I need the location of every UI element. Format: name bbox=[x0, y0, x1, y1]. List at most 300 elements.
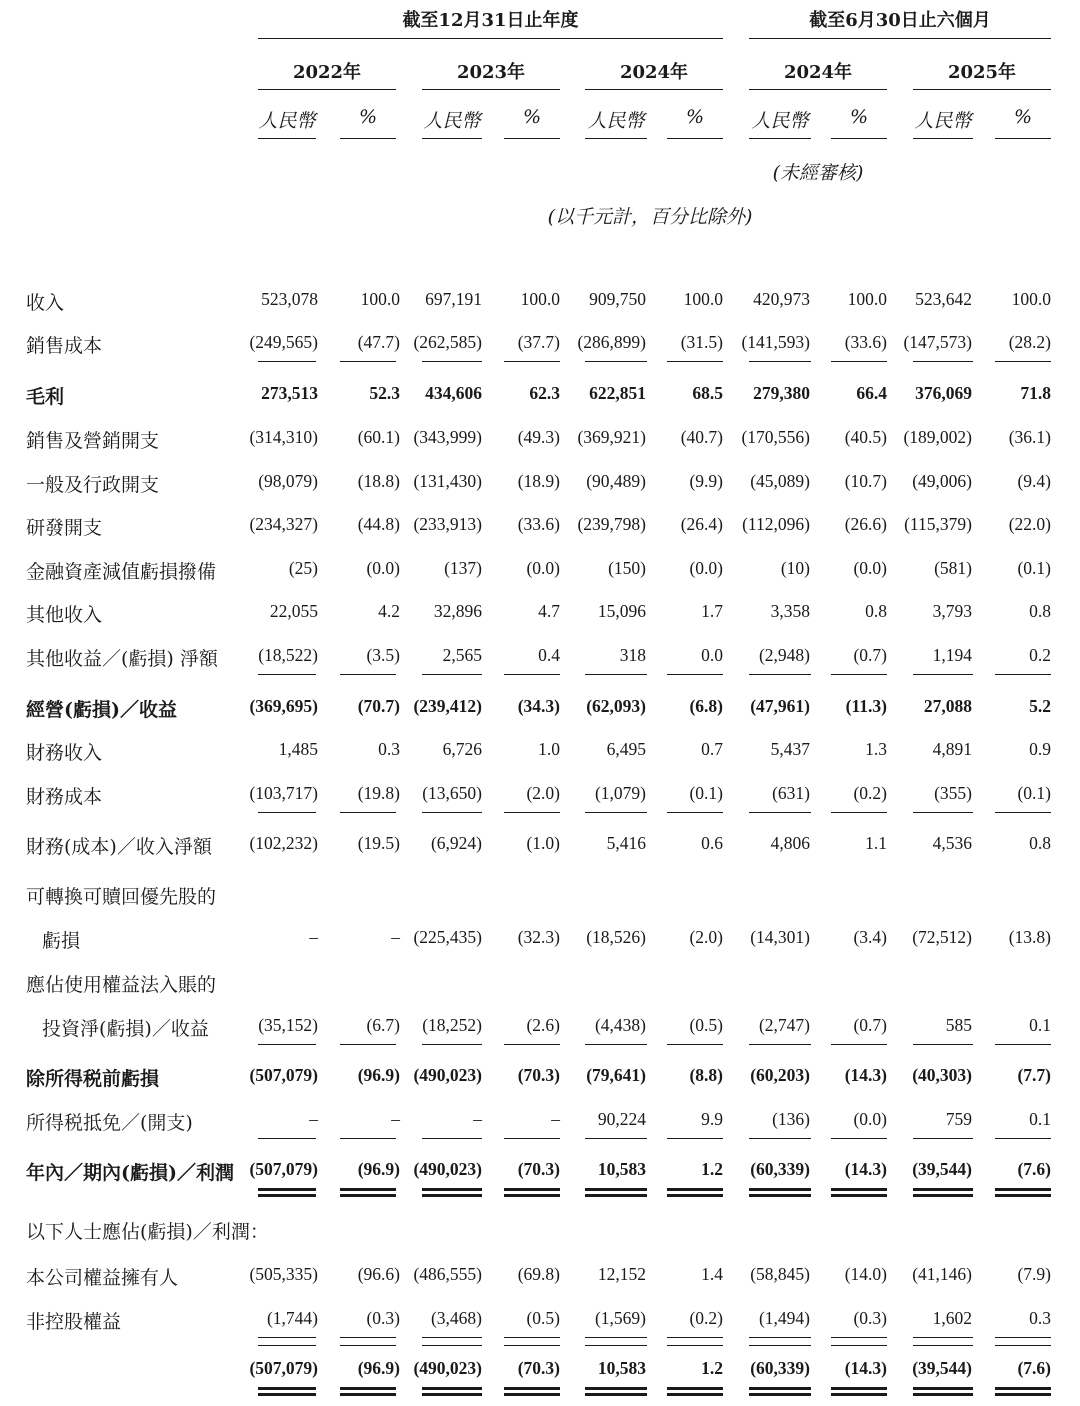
amount-cell: (10) bbox=[780, 558, 810, 578]
pct-cell: – bbox=[391, 1109, 400, 1129]
amount-cell: 3,358 bbox=[770, 601, 810, 621]
total-rule bbox=[831, 812, 887, 813]
pct-cell: 0.3 bbox=[378, 739, 400, 759]
pct-cell: (0.0) bbox=[853, 1109, 887, 1129]
pct-cell: (28.2) bbox=[1008, 332, 1051, 352]
row-label: 銷售及營銷開支 bbox=[26, 430, 160, 452]
row-label: 以下人士應佔(虧損)／利潤： bbox=[26, 1221, 269, 1243]
pct-cell: (0.3) bbox=[853, 1308, 887, 1328]
total-rule bbox=[749, 1044, 811, 1045]
currency-subheader: 人民幣 bbox=[751, 110, 809, 132]
amount-cell: (369,921) bbox=[577, 427, 646, 447]
amount-cell: (234,327) bbox=[249, 514, 318, 534]
double-rule-bottom bbox=[585, 1393, 647, 1396]
pct-cell: 66.4 bbox=[856, 383, 887, 403]
double-rule-top bbox=[831, 1387, 887, 1390]
amount-cell: (189,002) bbox=[903, 427, 972, 447]
row-label: 財務(成本)／收入淨額 bbox=[26, 836, 212, 858]
amount-cell: (262,585) bbox=[413, 332, 482, 352]
double-rule-top bbox=[504, 1188, 560, 1191]
amount-cell: 27,088 bbox=[923, 696, 972, 716]
pct-cell: (96.9) bbox=[357, 1065, 400, 1085]
pct-cell: (34.3) bbox=[517, 696, 560, 716]
pct-cell: (6.8) bbox=[689, 696, 723, 716]
pct-subheader: % bbox=[358, 106, 378, 128]
row-label: 金融資產減值虧損撥備 bbox=[26, 561, 217, 583]
total-rule bbox=[585, 1138, 647, 1139]
amount-cell: (4,438) bbox=[594, 1015, 646, 1035]
amount-cell: (18,252) bbox=[422, 1015, 482, 1035]
pct-subheader: % bbox=[849, 106, 869, 128]
pct-cell: (7.9) bbox=[1017, 1264, 1051, 1284]
total-rule bbox=[831, 1138, 887, 1139]
row-label: 可轉換可贖回優先股的 bbox=[26, 886, 217, 908]
row-label: 除所得税前虧損 bbox=[26, 1068, 160, 1090]
double-rule-top bbox=[913, 1387, 973, 1390]
double-rule-bottom bbox=[504, 1393, 560, 1396]
pct-cell: (2.0) bbox=[689, 927, 723, 947]
amount-cell: (505,335) bbox=[249, 1264, 318, 1284]
pct-cell: (96.9) bbox=[357, 1358, 400, 1378]
total-rule bbox=[995, 1337, 1051, 1338]
subheader-rule bbox=[585, 138, 647, 139]
amount-cell: (507,079) bbox=[249, 1358, 318, 1378]
total-rule bbox=[749, 361, 811, 362]
year-rule bbox=[422, 89, 560, 90]
double-rule-bottom bbox=[831, 1194, 887, 1197]
subtotal-rule bbox=[258, 1345, 316, 1346]
amount-cell: 622,851 bbox=[589, 383, 646, 403]
pct-cell: (14.3) bbox=[844, 1065, 887, 1085]
amount-cell: 279,380 bbox=[753, 383, 810, 403]
total-rule bbox=[995, 812, 1051, 813]
amount-cell: 10,583 bbox=[597, 1159, 646, 1179]
total-rule bbox=[831, 361, 887, 362]
row-label: 財務收入 bbox=[26, 742, 103, 764]
amount-cell: (2,948) bbox=[758, 645, 810, 665]
amount-cell: 420,973 bbox=[753, 289, 810, 309]
row-label: 非控股權益 bbox=[26, 1311, 122, 1333]
pct-cell: 1.7 bbox=[701, 601, 723, 621]
double-rule-bottom bbox=[504, 1194, 560, 1197]
total-rule bbox=[995, 674, 1051, 675]
subtotal-rule bbox=[504, 1345, 560, 1346]
pct-cell: (70.7) bbox=[357, 696, 400, 716]
amount-cell: (249,565) bbox=[249, 332, 318, 352]
total-rule bbox=[913, 361, 973, 362]
pct-cell: (19.5) bbox=[357, 833, 400, 853]
pct-cell: 0.9 bbox=[1029, 739, 1051, 759]
pct-cell: (18.9) bbox=[517, 471, 560, 491]
amount-cell: – bbox=[309, 927, 318, 947]
subtotal-rule bbox=[995, 1345, 1051, 1346]
row-label: 毛利 bbox=[26, 386, 65, 408]
pct-cell: (32.3) bbox=[517, 927, 560, 947]
total-rule bbox=[422, 674, 482, 675]
currency-subheader: 人民幣 bbox=[914, 110, 972, 132]
pct-cell: (7.6) bbox=[1017, 1358, 1051, 1378]
amount-cell: (6,924) bbox=[430, 833, 482, 853]
pct-cell: (0.3) bbox=[366, 1308, 400, 1328]
total-rule bbox=[913, 1044, 973, 1045]
amount-cell: (49,006) bbox=[912, 471, 972, 491]
total-rule bbox=[913, 1138, 973, 1139]
pct-cell: (0.5) bbox=[526, 1308, 560, 1328]
pct-cell: 1.4 bbox=[701, 1264, 723, 1284]
pct-cell: (2.0) bbox=[526, 783, 560, 803]
amount-cell: (39,544) bbox=[912, 1159, 972, 1179]
total-rule bbox=[995, 1138, 1051, 1139]
year-header-2023: 2023年 bbox=[456, 62, 526, 83]
pct-cell: (14.3) bbox=[844, 1159, 887, 1179]
double-rule-bottom bbox=[995, 1393, 1051, 1396]
double-rule-top bbox=[258, 1387, 316, 1390]
pct-cell: (0.1) bbox=[1017, 558, 1051, 578]
pct-subheader: % bbox=[685, 106, 705, 128]
amount-cell: (507,079) bbox=[249, 1065, 318, 1085]
pct-cell: (60.1) bbox=[357, 427, 400, 447]
pct-cell: 1.0 bbox=[538, 739, 560, 759]
pct-cell: (1.0) bbox=[526, 833, 560, 853]
total-rule bbox=[585, 812, 647, 813]
pct-cell: (31.5) bbox=[680, 332, 723, 352]
total-rule bbox=[422, 361, 482, 362]
pct-cell: 5.2 bbox=[1029, 696, 1051, 716]
pct-cell: (0.0) bbox=[689, 558, 723, 578]
amount-cell: 273,513 bbox=[261, 383, 318, 403]
total-rule bbox=[749, 1337, 811, 1338]
total-rule bbox=[422, 812, 482, 813]
total-rule bbox=[913, 1337, 973, 1338]
pct-cell: (69.8) bbox=[517, 1264, 560, 1284]
pct-cell: 4.7 bbox=[538, 601, 560, 621]
pct-cell: 1.1 bbox=[865, 833, 887, 853]
pct-cell: 0.2 bbox=[1029, 645, 1051, 665]
amount-cell: (60,203) bbox=[750, 1065, 810, 1085]
amount-cell: (39,544) bbox=[912, 1358, 972, 1378]
amount-cell: 318 bbox=[619, 645, 646, 665]
row-label: 所得税抵免／(開支) bbox=[26, 1112, 193, 1134]
amount-cell: (45,089) bbox=[750, 471, 810, 491]
double-rule-top bbox=[667, 1387, 723, 1390]
pct-cell: 68.5 bbox=[692, 383, 723, 403]
row-label: 本公司權益擁有人 bbox=[26, 1267, 179, 1289]
amount-cell: (147,573) bbox=[903, 332, 972, 352]
double-rule-top bbox=[258, 1188, 316, 1191]
pct-cell: (40.7) bbox=[680, 427, 723, 447]
amount-cell: (314,310) bbox=[249, 427, 318, 447]
amount-cell: (79,641) bbox=[586, 1065, 646, 1085]
amount-cell: 15,096 bbox=[597, 601, 646, 621]
subtotal-rule bbox=[422, 1345, 482, 1346]
row-label: 研發開支 bbox=[26, 517, 103, 539]
subheader-rule bbox=[831, 138, 887, 139]
year-rule bbox=[913, 89, 1051, 90]
total-rule bbox=[667, 1337, 723, 1338]
pct-cell: (0.7) bbox=[853, 1015, 887, 1035]
double-rule-top bbox=[749, 1387, 811, 1390]
amount-cell: 1,602 bbox=[932, 1308, 972, 1328]
amount-cell: 90,224 bbox=[597, 1109, 646, 1129]
total-rule bbox=[340, 1138, 396, 1139]
row-label-continuation: 投資淨(虧損)／收益 bbox=[42, 1018, 209, 1040]
amount-cell: 5,437 bbox=[770, 739, 810, 759]
double-rule-top bbox=[913, 1188, 973, 1191]
double-rule-top bbox=[340, 1188, 396, 1191]
total-rule bbox=[340, 812, 396, 813]
amount-cell: (490,023) bbox=[413, 1159, 482, 1179]
pct-cell: (37.7) bbox=[517, 332, 560, 352]
double-rule-top bbox=[749, 1188, 811, 1191]
pct-cell: (96.6) bbox=[357, 1264, 400, 1284]
double-rule-top bbox=[667, 1188, 723, 1191]
total-rule bbox=[585, 674, 647, 675]
total-rule bbox=[258, 812, 316, 813]
amount-cell: (225,435) bbox=[413, 927, 482, 947]
total-rule bbox=[422, 1138, 482, 1139]
amount-cell: (137) bbox=[444, 558, 482, 578]
total-rule bbox=[831, 674, 887, 675]
amount-cell: (507,079) bbox=[249, 1159, 318, 1179]
pct-cell: 1.2 bbox=[701, 1358, 723, 1378]
total-rule bbox=[913, 674, 973, 675]
pct-cell: (2.6) bbox=[526, 1015, 560, 1035]
total-rule bbox=[749, 812, 811, 813]
pct-cell: (3.4) bbox=[853, 927, 887, 947]
pct-cell: – bbox=[551, 1109, 560, 1129]
subheader-rule bbox=[504, 138, 560, 139]
amount-cell: (1,744) bbox=[266, 1308, 318, 1328]
amount-cell: 523,642 bbox=[915, 289, 972, 309]
double-rule-top bbox=[340, 1387, 396, 1390]
subheader-rule bbox=[913, 138, 973, 139]
year-header-2022: 2022年 bbox=[292, 62, 362, 83]
pct-cell: (9.9) bbox=[689, 471, 723, 491]
amount-cell: (62,093) bbox=[586, 696, 646, 716]
double-rule-top bbox=[831, 1188, 887, 1191]
amount-cell: (72,512) bbox=[912, 927, 972, 947]
amount-cell: – bbox=[309, 1109, 318, 1129]
amount-cell: (2,747) bbox=[758, 1015, 810, 1035]
total-rule bbox=[667, 361, 723, 362]
amount-cell: 10,583 bbox=[597, 1358, 646, 1378]
amount-cell: 2,565 bbox=[442, 645, 482, 665]
amount-cell: (3,468) bbox=[430, 1308, 482, 1328]
total-rule bbox=[504, 812, 560, 813]
total-rule bbox=[504, 1337, 560, 1338]
total-rule bbox=[749, 1138, 811, 1139]
pct-cell: (0.0) bbox=[526, 558, 560, 578]
pct-cell: (0.5) bbox=[689, 1015, 723, 1035]
year-rule bbox=[585, 89, 723, 90]
total-rule bbox=[340, 361, 396, 362]
pct-cell: (70.3) bbox=[517, 1065, 560, 1085]
total-rule bbox=[667, 674, 723, 675]
pct-cell: (0.0) bbox=[366, 558, 400, 578]
pct-cell: (49.3) bbox=[517, 427, 560, 447]
subheader-rule bbox=[422, 138, 482, 139]
amount-cell: (13,650) bbox=[422, 783, 482, 803]
group-rule-year bbox=[258, 38, 723, 39]
double-rule-bottom bbox=[422, 1393, 482, 1396]
subheader-rule bbox=[667, 138, 723, 139]
pct-cell: 71.8 bbox=[1020, 383, 1051, 403]
double-rule-top bbox=[995, 1387, 1051, 1390]
pct-cell: (13.8) bbox=[1008, 927, 1051, 947]
row-label: 其他收入 bbox=[26, 604, 103, 626]
pct-subheader: % bbox=[522, 106, 542, 128]
double-rule-bottom bbox=[913, 1194, 973, 1197]
total-rule bbox=[258, 361, 316, 362]
amount-cell: (631) bbox=[772, 783, 810, 803]
row-label: 應佔使用權益法入賬的 bbox=[26, 974, 217, 996]
amount-cell: (102,232) bbox=[249, 833, 318, 853]
total-rule bbox=[913, 812, 973, 813]
amount-cell: (1,079) bbox=[594, 783, 646, 803]
pct-cell: (47.7) bbox=[357, 332, 400, 352]
subtotal-rule bbox=[585, 1345, 647, 1346]
total-rule bbox=[667, 1138, 723, 1139]
year-header-2024-h1: 2024年 bbox=[783, 62, 853, 83]
total-rule bbox=[340, 1044, 396, 1045]
double-rule-bottom bbox=[667, 1393, 723, 1396]
amount-cell: (103,717) bbox=[249, 783, 318, 803]
total-rule bbox=[504, 361, 560, 362]
amount-cell: 1,485 bbox=[278, 739, 318, 759]
amount-cell: (1,569) bbox=[594, 1308, 646, 1328]
amount-cell: (286,899) bbox=[577, 332, 646, 352]
amount-cell: 32,896 bbox=[433, 601, 482, 621]
pct-cell: (0.7) bbox=[853, 645, 887, 665]
total-rule bbox=[749, 674, 811, 675]
amount-cell: (581) bbox=[934, 558, 972, 578]
pct-cell: (26.6) bbox=[844, 514, 887, 534]
amount-cell: (58,845) bbox=[750, 1264, 810, 1284]
row-label: 年內／期內(虧損)／利潤 bbox=[26, 1162, 234, 1184]
amount-cell: 5,416 bbox=[606, 833, 646, 853]
group-rule-halfyear bbox=[749, 38, 1051, 39]
total-rule bbox=[340, 674, 396, 675]
row-label: 銷售成本 bbox=[26, 335, 103, 357]
amount-cell: 523,078 bbox=[261, 289, 318, 309]
amount-cell: 759 bbox=[945, 1109, 972, 1129]
pct-cell: (6.7) bbox=[366, 1015, 400, 1035]
pct-cell: 4.2 bbox=[378, 601, 400, 621]
amount-cell: 12,152 bbox=[597, 1264, 646, 1284]
amount-cell: (490,023) bbox=[413, 1065, 482, 1085]
amount-cell: (490,023) bbox=[413, 1358, 482, 1378]
amount-cell: (141,593) bbox=[741, 332, 810, 352]
amount-cell: 3,793 bbox=[932, 601, 972, 621]
pct-cell: (7.7) bbox=[1017, 1065, 1051, 1085]
amount-cell: (14,301) bbox=[750, 927, 810, 947]
pct-cell: 0.8 bbox=[1029, 833, 1051, 853]
total-rule bbox=[995, 1044, 1051, 1045]
double-rule-bottom bbox=[667, 1194, 723, 1197]
amount-cell: (170,556) bbox=[741, 427, 810, 447]
pct-cell: (70.3) bbox=[517, 1159, 560, 1179]
amount-cell: (90,489) bbox=[586, 471, 646, 491]
pct-cell: (18.8) bbox=[357, 471, 400, 491]
subtotal-rule bbox=[913, 1345, 973, 1346]
subtotal-rule bbox=[831, 1345, 887, 1346]
row-label: 收入 bbox=[26, 292, 65, 314]
amount-cell: (47,961) bbox=[750, 696, 810, 716]
pct-cell: (40.5) bbox=[844, 427, 887, 447]
amount-cell: 585 bbox=[945, 1015, 972, 1035]
pct-cell: (14.3) bbox=[844, 1358, 887, 1378]
pct-cell: 0.6 bbox=[701, 833, 723, 853]
pct-cell: (36.1) bbox=[1008, 427, 1051, 447]
total-rule bbox=[422, 1044, 482, 1045]
amount-cell: (60,339) bbox=[750, 1358, 810, 1378]
total-rule bbox=[504, 674, 560, 675]
pct-cell: 100.0 bbox=[683, 289, 723, 309]
double-rule-top bbox=[585, 1188, 647, 1191]
year-header-2025-h1: 2025年 bbox=[947, 62, 1017, 83]
double-rule-top bbox=[585, 1387, 647, 1390]
row-label: 其他收益／(虧損) 淨額 bbox=[26, 648, 218, 670]
pct-cell: (10.7) bbox=[844, 471, 887, 491]
double-rule-top bbox=[504, 1387, 560, 1390]
total-rule bbox=[504, 1044, 560, 1045]
total-rule bbox=[831, 1337, 887, 1338]
subtotal-rule bbox=[340, 1345, 396, 1346]
amount-cell: 376,069 bbox=[915, 383, 972, 403]
double-rule-bottom bbox=[340, 1194, 396, 1197]
pct-cell: 1.2 bbox=[701, 1159, 723, 1179]
year-rule bbox=[258, 89, 396, 90]
currency-subheader: 人民幣 bbox=[258, 110, 316, 132]
unit-note: (以千元計，百分比除外) bbox=[547, 206, 753, 228]
subheader-rule bbox=[258, 138, 316, 139]
amount-cell: (239,798) bbox=[577, 514, 646, 534]
subtotal-rule bbox=[667, 1345, 723, 1346]
pct-cell: (0.1) bbox=[1017, 783, 1051, 803]
amount-cell: 4,806 bbox=[770, 833, 810, 853]
subtotal-rule bbox=[749, 1345, 811, 1346]
pct-cell: 62.3 bbox=[529, 383, 560, 403]
amount-cell: (115,379) bbox=[904, 514, 972, 534]
double-rule-bottom bbox=[422, 1194, 482, 1197]
pct-cell: 52.3 bbox=[369, 383, 400, 403]
pct-cell: 9.9 bbox=[701, 1109, 723, 1129]
pct-cell: (0.1) bbox=[689, 783, 723, 803]
double-rule-bottom bbox=[749, 1194, 811, 1197]
amount-cell: (136) bbox=[772, 1109, 810, 1129]
pct-cell: 100.0 bbox=[847, 289, 887, 309]
pct-cell: (8.8) bbox=[689, 1065, 723, 1085]
amount-cell: (98,079) bbox=[258, 471, 318, 491]
pct-cell: 0.3 bbox=[1029, 1308, 1051, 1328]
amount-cell: (35,152) bbox=[258, 1015, 318, 1035]
amount-cell: 6,726 bbox=[442, 739, 482, 759]
total-rule bbox=[504, 1138, 560, 1139]
amount-cell: (18,526) bbox=[586, 927, 646, 947]
amount-cell: (41,146) bbox=[912, 1264, 972, 1284]
year-header-2024: 2024年 bbox=[619, 62, 689, 83]
pct-cell: (70.3) bbox=[517, 1358, 560, 1378]
double-rule-bottom bbox=[340, 1393, 396, 1396]
double-rule-top bbox=[422, 1387, 482, 1390]
amount-cell: 6,495 bbox=[606, 739, 646, 759]
currency-subheader: 人民幣 bbox=[423, 110, 481, 132]
double-rule-bottom bbox=[749, 1393, 811, 1396]
pct-cell: 1.3 bbox=[865, 739, 887, 759]
subheader-rule bbox=[749, 138, 811, 139]
period-group-title-year: 截至12月31日止年度 bbox=[402, 10, 579, 31]
pct-cell: (0.2) bbox=[853, 783, 887, 803]
